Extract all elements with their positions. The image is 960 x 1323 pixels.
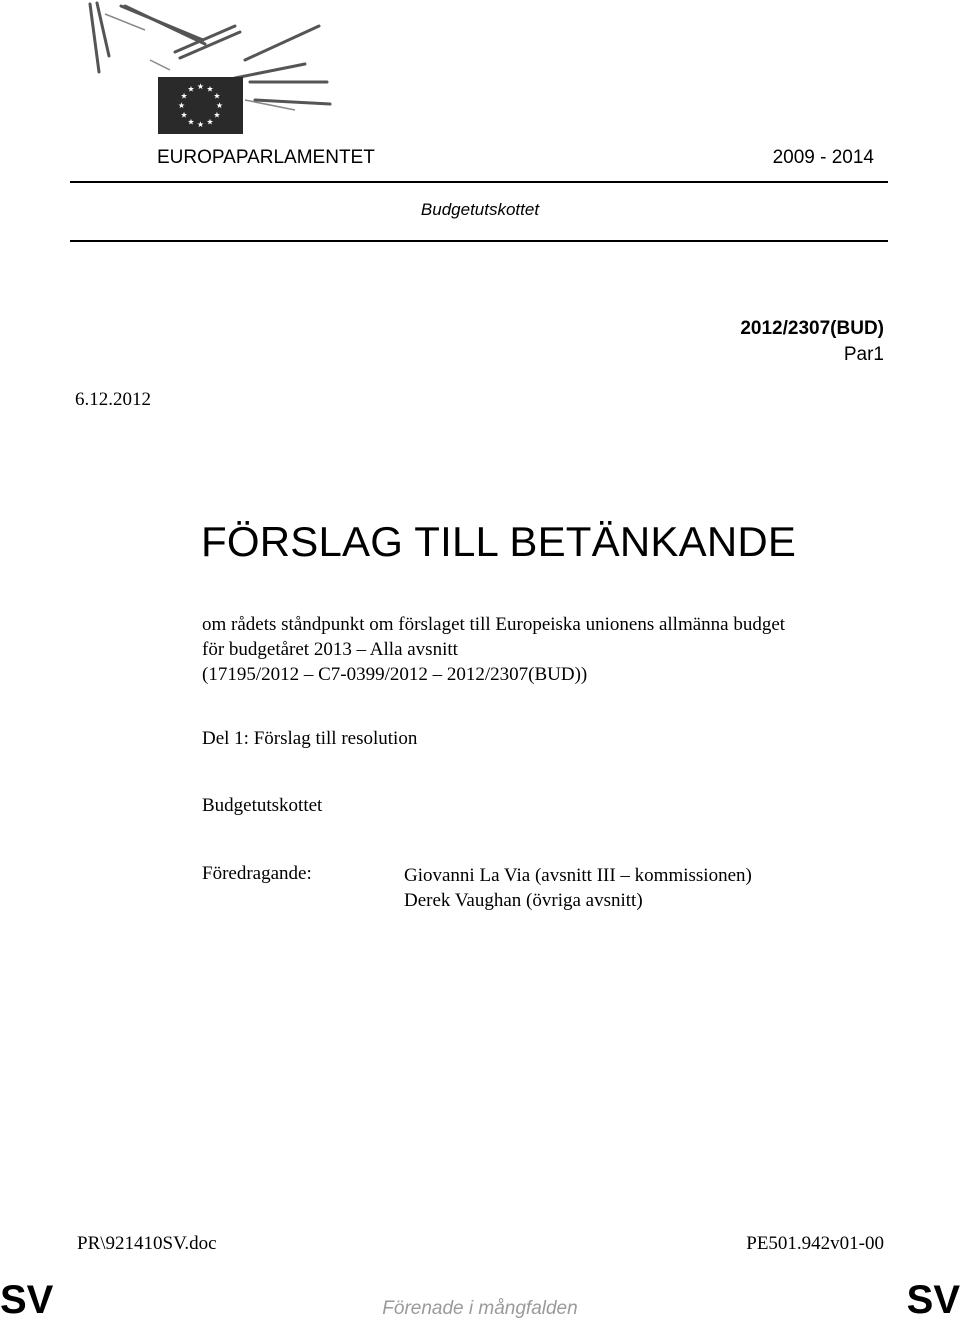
header-divider	[70, 181, 888, 183]
rapporteurs-label: Föredragande:	[202, 863, 312, 884]
document-subject	[202, 612, 882, 687]
eu-motto: Förenade i mångfalden	[382, 1298, 578, 1319]
part-title: Del 1: Förslag till resolution	[202, 728, 418, 749]
document-reference: PR\921410SV.doc	[77, 1233, 217, 1254]
document-date: 6.12.2012	[75, 389, 151, 410]
part-reference: Par1	[843, 344, 884, 365]
logo-graphic	[85, 0, 335, 140]
legislative-term: 2009 - 2014	[772, 147, 874, 168]
subject-line: om rådets ståndpunkt om förslaget till Europeiska unionens allmänna budget	[202, 614, 786, 635]
subject-line: för budgetåret 2013 – Alla avsnitt	[202, 639, 458, 660]
header-divider-lower	[70, 240, 888, 242]
committee-header: Budgetutskottet	[420, 200, 540, 219]
rapporteurs-list	[404, 863, 752, 913]
parliament-name: EUROPAPARLAMENTET	[157, 147, 375, 168]
committee-name: Budgetutskottet	[202, 795, 323, 816]
document-title: FÖRSLAG TILL BETÄNKANDE	[201, 518, 797, 565]
pe-reference: PE501.942v01-00	[746, 1233, 884, 1254]
rapporteur-item: Derek Vaughan (övriga avsnitt)	[404, 890, 643, 911]
language-code-right: SV	[906, 1278, 960, 1322]
european-parliament-logo	[85, 0, 335, 140]
subject-line: (17195/2012 – C7-0399/2012 – 2012/2307(BUD))	[202, 664, 588, 685]
rapporteur-item: Giovanni La Via (avsnitt III – kommissionen)	[404, 865, 752, 886]
language-code-left: SV	[0, 1278, 54, 1322]
procedure-number: 2012/2307(BUD)	[740, 318, 884, 339]
